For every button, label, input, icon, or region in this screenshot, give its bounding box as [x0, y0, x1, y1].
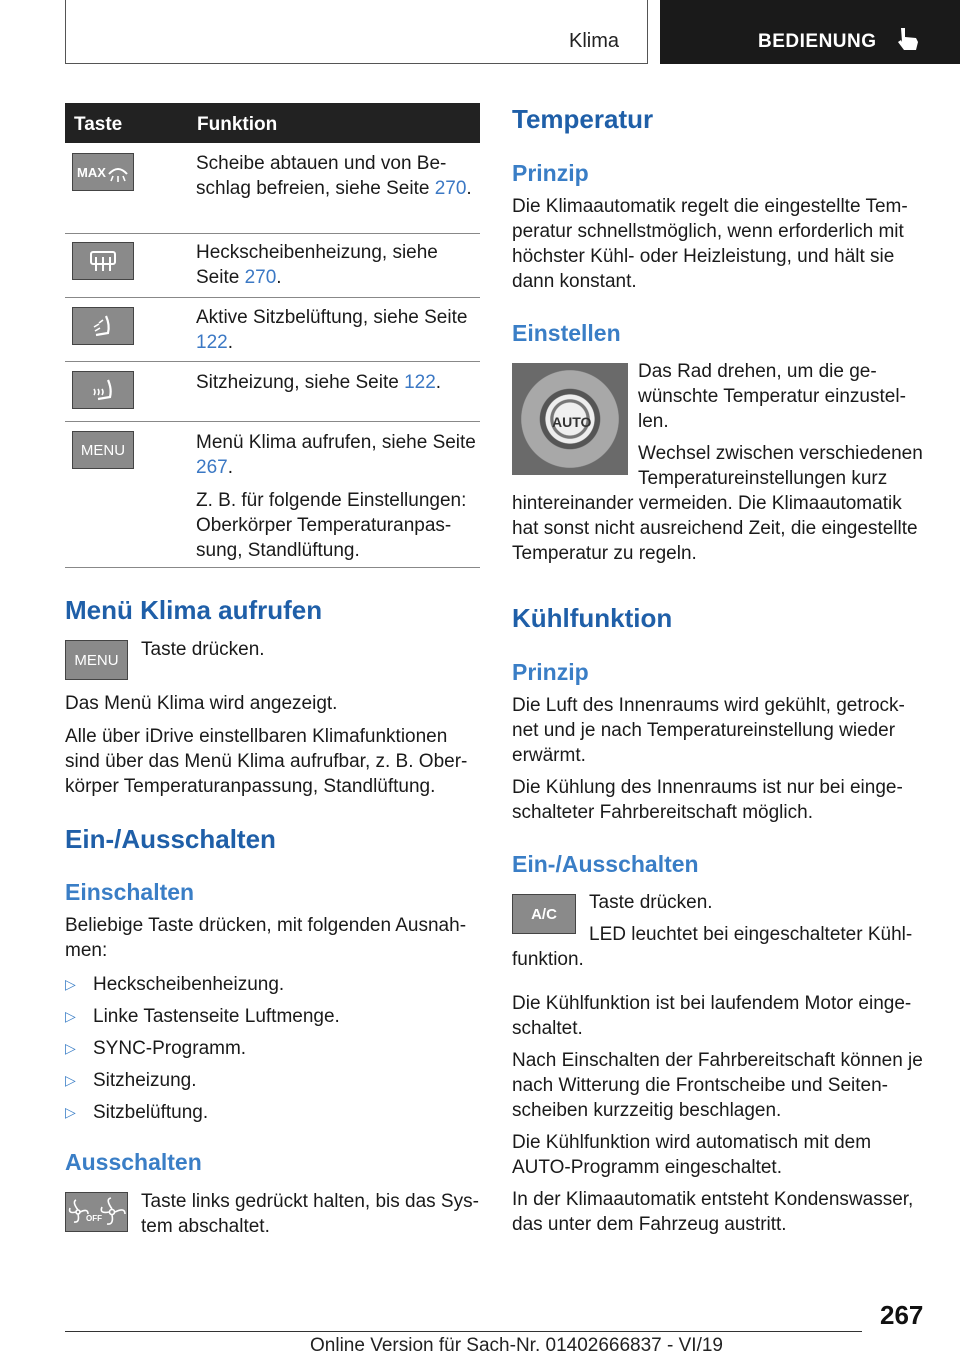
table-row-divider: [65, 297, 480, 298]
svg-text:OFF: OFF: [85, 1214, 102, 1223]
einschalten-heading: Einschalten: [65, 879, 195, 905]
kuehl-p6: In der Klimaautomatik entsteht Kondenswasser, das unter dem Fahrzeug austritt.: [512, 1189, 914, 1235]
list-item: ▷ Linke Tastenseite Luftmenge.: [65, 1004, 480, 1036]
table-row-divider: [65, 233, 480, 234]
kuehl-p2: Die Kühlung des Innenraums ist nur bei einge-schalteter Fahrbereitschaft möglich.: [512, 777, 903, 823]
footer-divider: [65, 1331, 862, 1332]
table-row-2-text: [196, 240, 481, 290]
list-item: ▷ SYNC-Programm.: [65, 1036, 480, 1068]
seat-heating-key: [72, 371, 134, 409]
onoff-heading: Ein-/Ausschalten: [65, 824, 276, 854]
header-chapter-tab: [660, 0, 960, 64]
hand-pointer-icon: [896, 26, 920, 52]
rear-window-heat-icon: [88, 249, 118, 273]
menu-p1: Das Menü Klima wird angezeigt.: [65, 693, 338, 714]
row-2-page-link[interactable]: 270: [244, 267, 277, 288]
row-5-extra: Z. B. für folgende Einstellungen: Oberkörper Temperaturanpas-sung, Standlüftung.: [196, 490, 467, 561]
table-header: [65, 103, 480, 143]
einstellen-p1: Das Rad drehen, um die ge-wünschte Temperatur einzustel-len.: [638, 361, 906, 432]
kuehl-onoff-heading: Ein-/Ausschalten: [512, 851, 699, 877]
row-3-page-link[interactable]: 122: [196, 332, 228, 353]
kuehlfunktion-heading: Kühlfunktion: [512, 603, 673, 633]
row-3-desc: Aktive Sitzbelüftung, siehe Seite: [196, 307, 468, 328]
temperatur-p1: Die Klimaautomatik regelt die eingestellte Tem-peratur schnellstmöglich, wenn erforderlich mit höchster Kühl- oder Heizleistung, und hält sie dann konstant.: [512, 196, 908, 292]
ac-p2a: LED leuchtet bei eingeschalteter Kühl-: [589, 924, 913, 945]
table-row-5-text: [196, 430, 481, 563]
einschalten-p1: Beliebige Taste drücken, mit folgenden Ausnah-men:: [65, 915, 467, 961]
table-row-3-text: [196, 305, 481, 355]
menu-key: MENU: [72, 431, 134, 469]
row-1-end: .: [466, 178, 472, 199]
seat-heating-icon: [88, 377, 118, 403]
temperatur-heading: Temperatur: [512, 104, 654, 134]
rear-defrost-key: [72, 242, 134, 280]
list-item: ▷ Heckscheibenheizung.: [65, 972, 480, 1004]
ac-p2b: funktion.: [512, 949, 584, 970]
header-section-label: Klima: [568, 30, 619, 52]
exception-list: [65, 972, 480, 1132]
seat-ventilation-icon: [88, 313, 118, 339]
knob-auto-label: AUTO: [552, 414, 592, 430]
table-row-divider: [65, 567, 480, 568]
header-chapter-label: BEDIENUNG: [758, 31, 877, 52]
row-4-desc: Sitzheizung, siehe Seite: [196, 372, 405, 393]
fan-off-icon: [68, 1197, 126, 1227]
list-item: ▷ Sitzheizung.: [65, 1068, 480, 1100]
menu-press-text: Taste drücken.: [141, 639, 265, 660]
seat-ventilation-key: [72, 307, 134, 345]
ac-key: A/C: [512, 894, 576, 934]
kuehl-p3: Die Kühlfunktion ist bei laufendem Motor einge-schaltet.: [512, 993, 912, 1039]
triangle-bullet-icon: ▷: [65, 1040, 76, 1056]
temperature-knob-image: [512, 363, 628, 475]
temperatur-prinzip-heading: Prinzip: [512, 160, 589, 186]
triangle-bullet-icon: ▷: [65, 1104, 76, 1120]
kuehl-p4: Nach Einschalten der Fahrbereitschaft können je nach Witterung die Frontscheibe und Seiten-scheiben kurzzeitig beschlagen.: [512, 1050, 923, 1121]
page-number: 267: [880, 1300, 924, 1330]
row-2-end: .: [276, 267, 282, 288]
row-4-page-link[interactable]: 122: [404, 372, 436, 393]
list-item: ▷ Sitzbelüftung.: [65, 1100, 480, 1132]
table-col-function: Funktion: [197, 114, 278, 135]
einstellen-p2b: hintereinander vermeiden. Die Klimaautomatik hat sonst nicht ausreichend Zeit, die eingestellte Temperatur zu regeln.: [512, 493, 918, 564]
table-row-1-text: [196, 151, 481, 201]
ac-p1: Taste drücken.: [589, 892, 713, 913]
max-defrost-icon: [75, 160, 131, 184]
svg-text:MAX: MAX: [77, 165, 106, 180]
menu-klima-heading: Menü Klima aufrufen: [65, 595, 323, 625]
row-1-page-link[interactable]: 270: [434, 178, 467, 199]
row-1-desc: Scheibe abtauen und von Be-schlag befreien, siehe Seite: [196, 153, 447, 199]
row-2-desc: Heckscheibenheizung, siehe Seite: [196, 242, 438, 288]
row-3-end: .: [227, 332, 233, 353]
off-key: [65, 1192, 128, 1232]
row-5-desc: Menü Klima aufrufen, siehe Seite: [196, 432, 476, 453]
triangle-bullet-icon: ▷: [65, 1008, 76, 1024]
table-row-4-text: [196, 370, 481, 395]
menu-p2: Alle über iDrive einstellbaren Klimafunktionen sind über das Menü Klima aufrufbar, z. B. Ober-körper Temperaturanpassung, Standlüftung.: [65, 726, 468, 797]
ausschalten-text: Taste links gedrückt halten, bis das Sys-tem abschaltet.: [141, 1191, 479, 1237]
ausschalten-heading: Ausschalten: [65, 1149, 202, 1175]
footer-version-text: Online Version für Sach-Nr. 01402666837 - VI/19: [310, 1335, 723, 1356]
max-defrost-key: [72, 153, 134, 191]
table-row-divider: [65, 361, 480, 362]
row-5-end: .: [227, 457, 233, 478]
kuehl-p1: Die Luft des Innenraums wird gekühlt, getrock-net und je nach Temperatureinstellung wieder erwärmt.: [512, 695, 905, 766]
row-5-page-link[interactable]: 267: [196, 457, 228, 478]
row-4-end: .: [435, 372, 442, 393]
triangle-bullet-icon: ▷: [65, 1072, 76, 1088]
kuehl-prinzip-heading: Prinzip: [512, 659, 589, 685]
kuehl-p5: Die Kühlfunktion wird automatisch mit dem AUTO-Programm eingeschaltet.: [512, 1132, 872, 1178]
triangle-bullet-icon: ▷: [65, 976, 76, 992]
menu-key-image: MENU: [65, 640, 128, 680]
table-col-key: Taste: [74, 114, 123, 135]
header-section-box: [65, 0, 648, 64]
einstellen-p2a: Wechsel zwischen verschiedenen Temperatureinstellungen kurz: [638, 443, 923, 489]
table-row-divider: [65, 421, 480, 422]
einstellen-heading: Einstellen: [512, 320, 621, 346]
